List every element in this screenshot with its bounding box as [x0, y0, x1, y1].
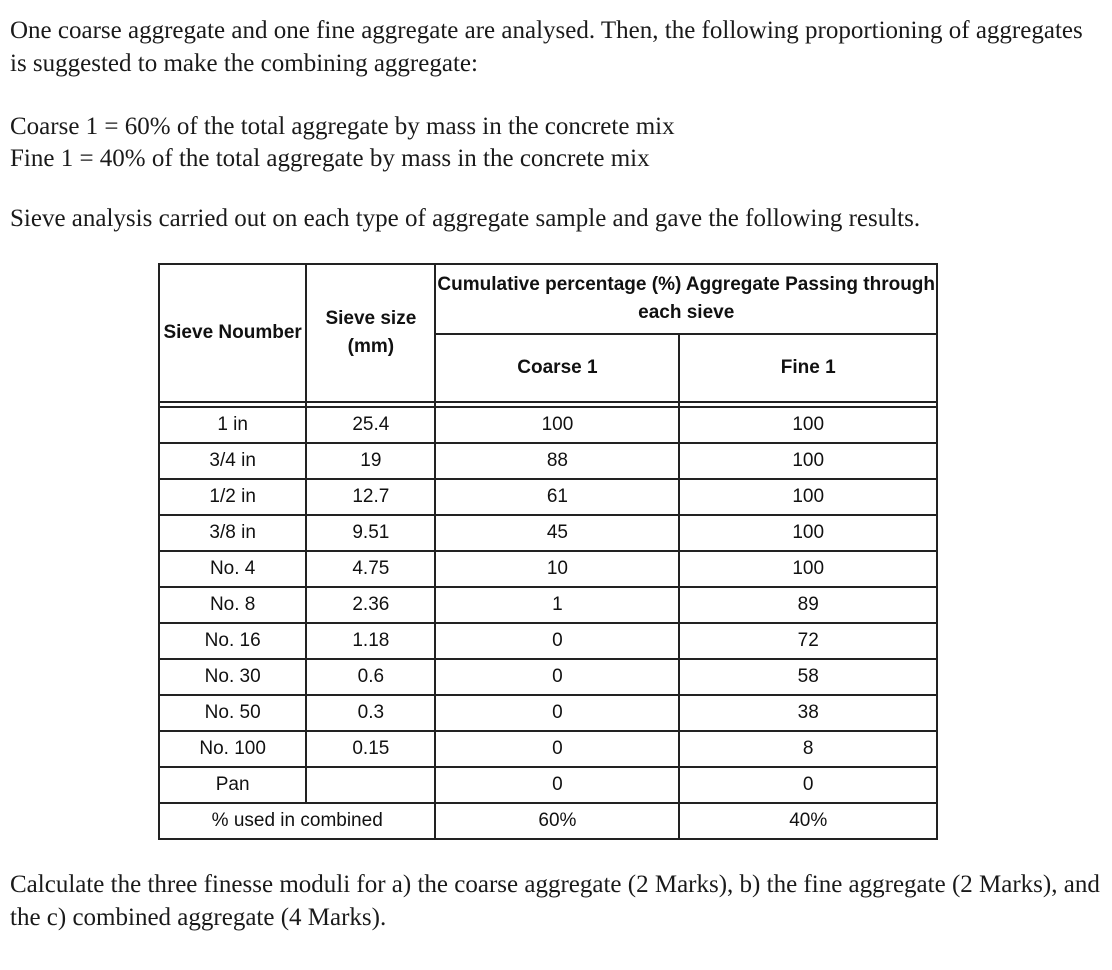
coarse-passing-cell: 0 [435, 767, 679, 803]
sieve-size-cell: 25.4 [306, 407, 435, 443]
sieve-number-cell: 1/2 in [159, 479, 306, 515]
sieve-size-cell: 2.36 [306, 587, 435, 623]
sieve-number-cell: No. 100 [159, 731, 306, 767]
fine-passing-cell: 89 [679, 587, 937, 623]
coarse-passing-cell: 1 [435, 587, 679, 623]
coarse-passing-cell: 0 [435, 623, 679, 659]
sieve-number-cell: 3/4 in [159, 443, 306, 479]
sieve-number-cell: No. 8 [159, 587, 306, 623]
fine-passing-cell: 72 [679, 623, 937, 659]
coarse-passing-cell: 61 [435, 479, 679, 515]
sieve-number-cell: 3/8 in [159, 515, 306, 551]
sieve-analysis-table [158, 263, 938, 840]
sieve-number-cell: No. 30 [159, 659, 306, 695]
sieve-analysis-intro: Sieve analysis carried out on each type of aggregate sample and gave the following results. [10, 205, 921, 232]
coarse-passing-cell: 0 [435, 731, 679, 767]
sieve-size-cell: 9.51 [306, 515, 435, 551]
table-row [159, 515, 937, 551]
fine-passing-cell: 100 [679, 407, 937, 443]
header-coarse-1: Coarse 1 [435, 334, 679, 402]
coarse-passing-cell: 100 [435, 407, 679, 443]
fine-passing-cell: 100 [679, 551, 937, 587]
coarse-passing-cell: 45 [435, 515, 679, 551]
fine-passing-cell: 100 [679, 479, 937, 515]
coarse-proportion-line: Coarse 1 = 60% of the total aggregate by mass in the concrete mix [10, 113, 675, 140]
table-row [159, 623, 937, 659]
combined-usage-fine: 40% [679, 803, 937, 839]
sieve-size-cell: 0.6 [306, 659, 435, 695]
header-sieve-size: Sieve size (mm) [306, 264, 435, 402]
coarse-passing-cell: 10 [435, 551, 679, 587]
fine-proportion-line: Fine 1 = 40% of the total aggregate by mass in the concrete mix [10, 145, 650, 172]
fine-passing-cell: 8 [679, 731, 937, 767]
table-row [159, 551, 937, 587]
sieve-number-cell: No. 16 [159, 623, 306, 659]
fine-passing-cell: 0 [679, 767, 937, 803]
combined-usage-label: % used in combined [159, 803, 435, 839]
sieve-number-cell: 1 in [159, 407, 306, 443]
coarse-passing-cell: 88 [435, 443, 679, 479]
sieve-size-cell [306, 767, 435, 803]
fine-passing-cell: 100 [679, 443, 937, 479]
sieve-size-cell: 1.18 [306, 623, 435, 659]
table-row [159, 407, 937, 443]
table-row [159, 767, 937, 803]
table-row [159, 731, 937, 767]
coarse-passing-cell: 0 [435, 695, 679, 731]
combined-usage-coarse: 60% [435, 803, 679, 839]
table-body [159, 402, 937, 803]
fine-passing-cell: 38 [679, 695, 937, 731]
coarse-passing-cell: 0 [435, 659, 679, 695]
question-paragraph: Calculate the three finesse moduli for a) the coarse aggregate (2 Marks), b) the fine aggregate (2 Marks), and the c) combined aggregate (4 Marks). [10, 871, 1100, 931]
sieve-size-cell: 0.3 [306, 695, 435, 731]
header-sieve-number: Sieve Noumber [159, 264, 306, 402]
sieve-size-cell: 12.7 [306, 479, 435, 515]
table-row [159, 659, 937, 695]
sieve-size-cell: 19 [306, 443, 435, 479]
sieve-number-cell: No. 50 [159, 695, 306, 731]
table-row [159, 443, 937, 479]
sieve-number-cell: Pan [159, 767, 306, 803]
table-row [159, 695, 937, 731]
sieve-number-cell: No. 4 [159, 551, 306, 587]
header-cumulative-passing: Cumulative percentage (%) Aggregate Passing through each sieve [435, 264, 937, 334]
fine-passing-cell: 100 [679, 515, 937, 551]
sieve-size-cell: 4.75 [306, 551, 435, 587]
fine-passing-cell: 58 [679, 659, 937, 695]
combined-usage-row [159, 803, 937, 839]
table-row [159, 587, 937, 623]
intro-paragraph: One coarse aggregate and one fine aggregate are analysed. Then, the following proportioning of aggregates is suggested to make the combining aggregate: [10, 17, 1083, 77]
header-fine-1: Fine 1 [679, 334, 937, 402]
table-row [159, 479, 937, 515]
sieve-size-cell: 0.15 [306, 731, 435, 767]
